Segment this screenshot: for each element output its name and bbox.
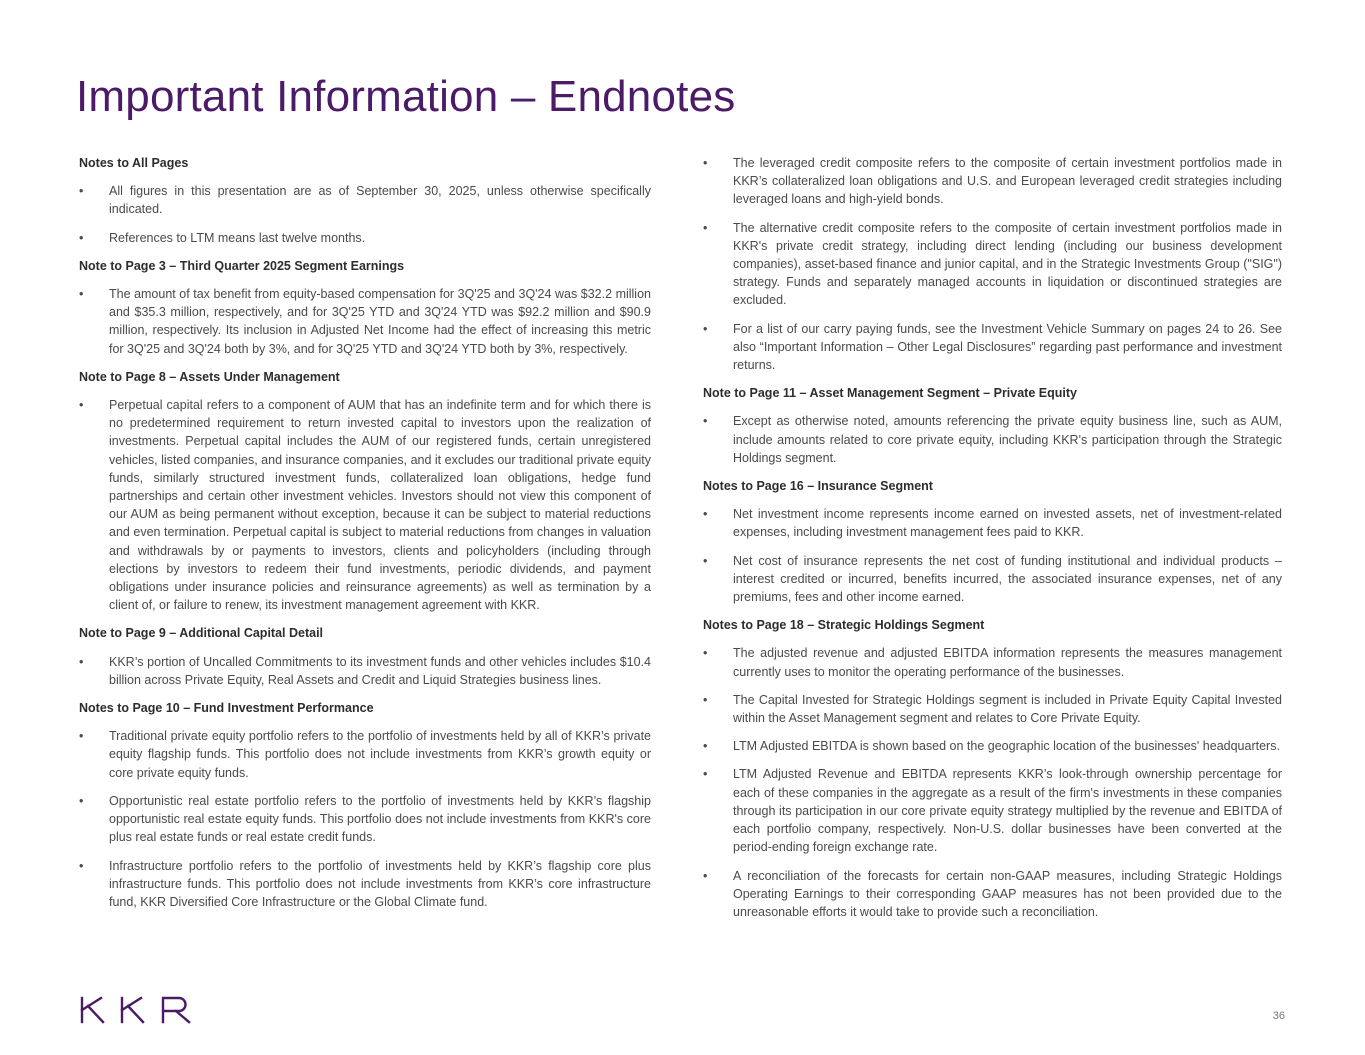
bullet-text: The leveraged credit composite refers to the composite of certain investment portfolios made in KKR’s collateralized loan obligations and U.S. and European leveraged credit strategies including leveraged loans and high-yield bonds. (733, 156, 1282, 207)
bullet-dot-icon: • (79, 287, 84, 302)
kkr-logo (79, 996, 193, 1024)
bullet-item (79, 396, 651, 614)
bullet-text: LTM Adjusted EBITDA is shown based on the geographic location of the businesses' headquarters. (733, 739, 1280, 754)
bullet-item (703, 154, 1282, 209)
bullet-text: Perpetual capital refers to a component of AUM that has an indefinite term and for which there is no predetermined requirement to return invested capital to investors upon the realization of investments. Perpetual capital includes the AUM of our registered funds, certain unregistered vehicles, listed companies, and insurance companies, and it excludes our traditional private equity funds, similarly structured investment funds, collateralized loan obligations, hedge fund partnerships and certain other investment vehicles. Investors should not view this component of our AUM as being permanent without exception, because it can be subject to material reductions and even termination. Perpetual capital is subject to material reductions from changes in valuation and withdrawals by or payments to investors, clients and policyholders (including through elections by investors to redeem their fund investments, periodic dividends, and payment obligations under insurance policies and reinsurance agreements) as well as termination by a client of, or failure to renew, its investment management agreement with KKR. (109, 398, 651, 613)
bullet-dot-icon: • (703, 414, 708, 429)
bullet-item (79, 182, 651, 218)
bullet-item (79, 285, 651, 358)
bullet-dot-icon: • (703, 646, 708, 661)
bullet-text: Net cost of insurance represents the net cost of funding institutional and individual products – interest credited or incurred, benefits incurred, the associated insurance expenses, net of any premiums, fees and other income earned. (733, 553, 1282, 605)
bullet-text: A reconciliation of the forecasts for certain non-GAAP measures, including Strategic Holdings Operating Earnings to their corresponding GAAP measures has not been provided due to the unreasonable efforts it would take to provide such a reconciliation. (733, 868, 1282, 919)
bullet-item (703, 867, 1282, 922)
bullet-item (703, 644, 1282, 680)
bullet-item (703, 552, 1282, 607)
bullet-dot-icon: • (79, 858, 84, 873)
bullet-item (79, 727, 651, 782)
bullet-dot-icon: • (703, 321, 708, 336)
bullet-dot-icon: • (703, 156, 708, 170)
bullet-dot-icon: • (79, 729, 84, 744)
bullet-text: The Capital Invested for Strategic Holdings segment is included in Private Equity Capital Invested within the Asset Management segment and relates to Core Private Equity. (733, 692, 1282, 726)
bullet-dot-icon: • (703, 507, 708, 522)
bullet-item (703, 737, 1282, 755)
left-column (79, 154, 651, 921)
bullet-text: Traditional private equity portfolio refers to the portfolio of investments held by all of KKR’s private equity flagship funds. This portfolio does not include investments from KKR’s growth equity or core private equity funds. (109, 729, 651, 780)
bullet-dot-icon: • (79, 230, 84, 245)
bullet-text: The alternative credit composite refers to the composite of certain investment portfolios made in KKR's private credit strategy, including direct lending (including our business development companies), asset-based finance and junior capital, and in the Strategic Investments Group ("SIG") strategy. Funds and separately managed accounts in liquidation or discontinued strategies are excluded. (733, 220, 1282, 308)
bullet-item (79, 792, 651, 847)
bullet-item (79, 229, 651, 247)
bullet-dot-icon: • (703, 767, 708, 782)
section-heading: Note to Page 9 – Additional Capital Detail (79, 626, 324, 641)
bullet-text: Net investment income represents income earned on invested assets, net of investment-related expenses, including investment management fees paid to KKR. (733, 507, 1282, 540)
bullet-item (703, 505, 1282, 541)
bullet-text: LTM Adjusted Revenue and EBITDA represents KKR’s look-through ownership percentage for each of these companies in the aggregate as a result of the firm's investments in these companies through its participation in our core private equity strategy multiplied by the revenue and EBITDA of each portfolio company, respectively. Non-U.S. dollar businesses have been converted at the period-ending foreign exchange rate. (733, 767, 1282, 855)
bullet-dot-icon: • (79, 184, 84, 199)
bullet-item (703, 320, 1282, 375)
bullet-item (703, 219, 1282, 310)
bullet-text: The adjusted revenue and adjusted EBITDA information represents the measures management currently uses to monitor the operating performance of the businesses. (733, 646, 1282, 679)
bullet-text: All figures in this presentation are as of September 30, 2025, unless otherwise specifically indicated. (109, 184, 651, 217)
section-heading: Note to Page 8 – Assets Under Management (79, 369, 340, 384)
bullet-text: Infrastructure portfolio refers to the portfolio of investments held by KKR’s flagship core plus infrastructure funds. This portfolio does not include investments from KKR’s core infrastructure fund, KKR Diversified Core Infrastructure or the Global Climate fund. (109, 858, 651, 909)
bullet-dot-icon: • (703, 692, 708, 707)
bullet-item (703, 765, 1282, 856)
bullet-dot-icon: • (79, 793, 84, 808)
bullet-text: Except as otherwise noted, amounts referencing the private equity business line, such as AUM, include amounts related to core private equity, including KKR's participation through the Strategic Holdings segment. (733, 414, 1282, 465)
bullet-item (79, 857, 651, 912)
section-heading: Notes to Page 16 – Insurance Segment (703, 479, 933, 494)
bullet-dot-icon: • (703, 553, 708, 568)
section-heading: Notes to All Pages (79, 156, 189, 170)
bullet-text: For a list of our carry paying funds, see the Investment Vehicle Summary on pages 24 to 26. See also “Important Information – Other Legal Disclosures” regarding past performance and investment returns. (733, 321, 1282, 373)
bullet-text: The amount of tax benefit from equity-based compensation for 3Q'25 and 3Q'24 was $32.2 million and $35.3 million, respectively, and for 3Q'25 YTD and 3Q'24 YTD was $92.2 million and $90.9 million, respectively. Its inclusion in Adjusted Net Income had the effect of increasing this metric for 3Q'25 and 3Q'24 both by 3%, and for 3Q'25 YTD and 3Q'24 YTD both by 3%, respectively. (109, 287, 651, 356)
bullet-item (703, 691, 1282, 727)
bullet-text: Opportunistic real estate portfolio refers to the portfolio of investments held by KKR’s flagship opportunistic real estate equity funds. This portfolio does not include investments from KKR's core plus real estate funds or real estate credit funds. (109, 793, 651, 845)
page-number: 36 (1272, 1010, 1285, 1022)
bullet-dot-icon: • (79, 654, 84, 669)
bullet-text: KKR’s portion of Uncalled Commitments to its investment funds and other vehicles includes $10.4 billion across Private Equity, Real Assets and Credit and Liquid Strategies business lines. (109, 654, 651, 687)
section-heading: Notes to Page 18 – Strategic Holdings Segment (703, 618, 985, 633)
section-heading: Note to Page 3 – Third Quarter 2025 Segment Earnings (79, 258, 405, 273)
bullet-dot-icon: • (79, 398, 84, 413)
page-title: Important Information – Endnotes (76, 72, 736, 121)
bullet-dot-icon: • (703, 739, 708, 754)
right-column (703, 154, 1282, 931)
bullet-text: References to LTM means last twelve months. (109, 230, 366, 245)
bullet-item (703, 412, 1282, 467)
section-heading: Note to Page 11 – Asset Management Segment – Private Equity (703, 386, 1077, 401)
bullet-dot-icon: • (703, 220, 708, 235)
section-heading: Notes to Page 10 – Fund Investment Performance (79, 701, 374, 716)
bullet-item (79, 653, 651, 689)
bullet-dot-icon: • (703, 868, 708, 883)
